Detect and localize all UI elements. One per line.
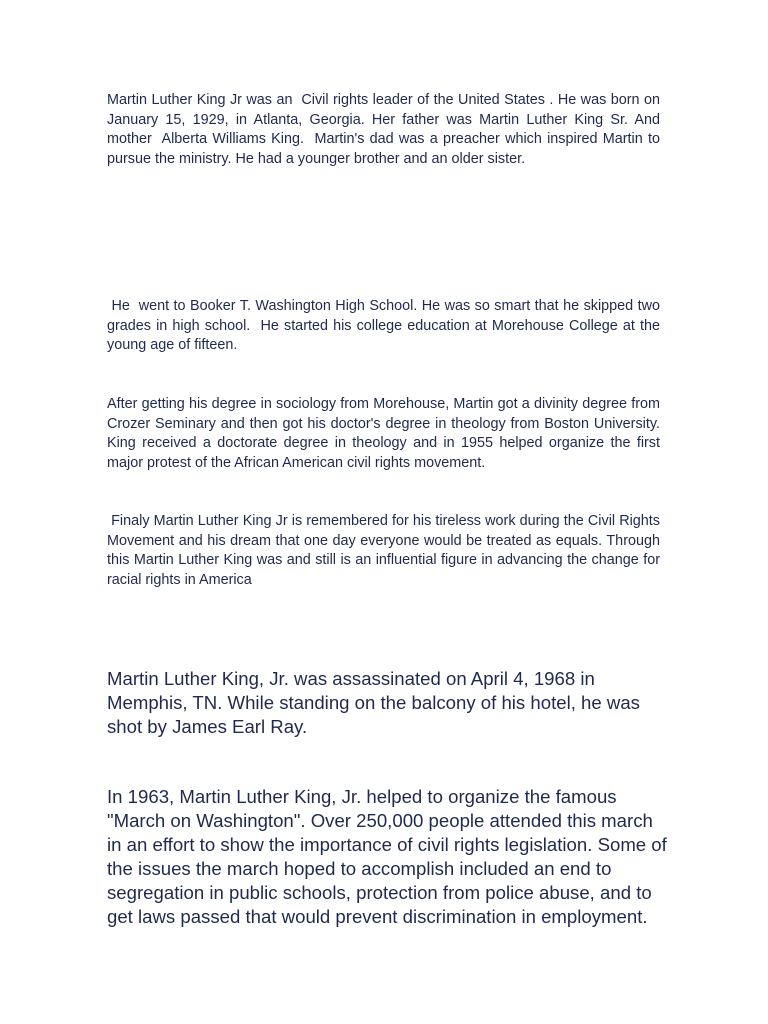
paragraph-assassination: Martin Luther King, Jr. was assassinated on April 4, 1968 in Memphis, TN. While standing on the balcony of his hotel, he was shot by James Earl Ray.	[107, 668, 646, 738]
paragraph-high-school: He went to Booker T. Washington High School. He was so smart that he skipped two grades in high school. He started his college education at Morehouse College at the young age of fifteen.	[107, 298, 664, 353]
paragraph-legacy: Finaly Martin Luther King Jr is remembered for his tireless work during the Civil Rights Movement and his dream that one day everyone would be treated as equals. Through this Martin Luther King was and still is an influential figure in advancing the change for racial rights in America	[107, 513, 665, 588]
paragraph-march-on-washington: In 1963, Martin Luther King, Jr. helped to organize the famous "March on Washington". Over 250,000 people attended this march in an effort to show the importance of civil rights legislation. Some of the issues the march hoped to accomplish included an end to segregation in public schools, protection from police abuse, and to get laws passed that would prevent discrimination in employment.	[107, 786, 672, 928]
paragraph-birth: Martin Luther King Jr was an Civil rights leader of the United States . He was born on January 15, 1929, in Atlanta, Georgia. Her father was Martin Luther King Sr. And mother Alberta Williams King. Martin's dad was a preacher which inspired Martin to pursue the ministry. He had a younger brother and an older sister.	[107, 92, 664, 167]
paragraph-education: After getting his degree in sociology from Morehouse, Martin got a divinity degree from Crozer Seminary and then got his doctor's degree in theology from Boston University. King received a doctorate degree in theology and in 1955 helped organize the first major protest of the African American civil rights movement.	[107, 396, 664, 471]
